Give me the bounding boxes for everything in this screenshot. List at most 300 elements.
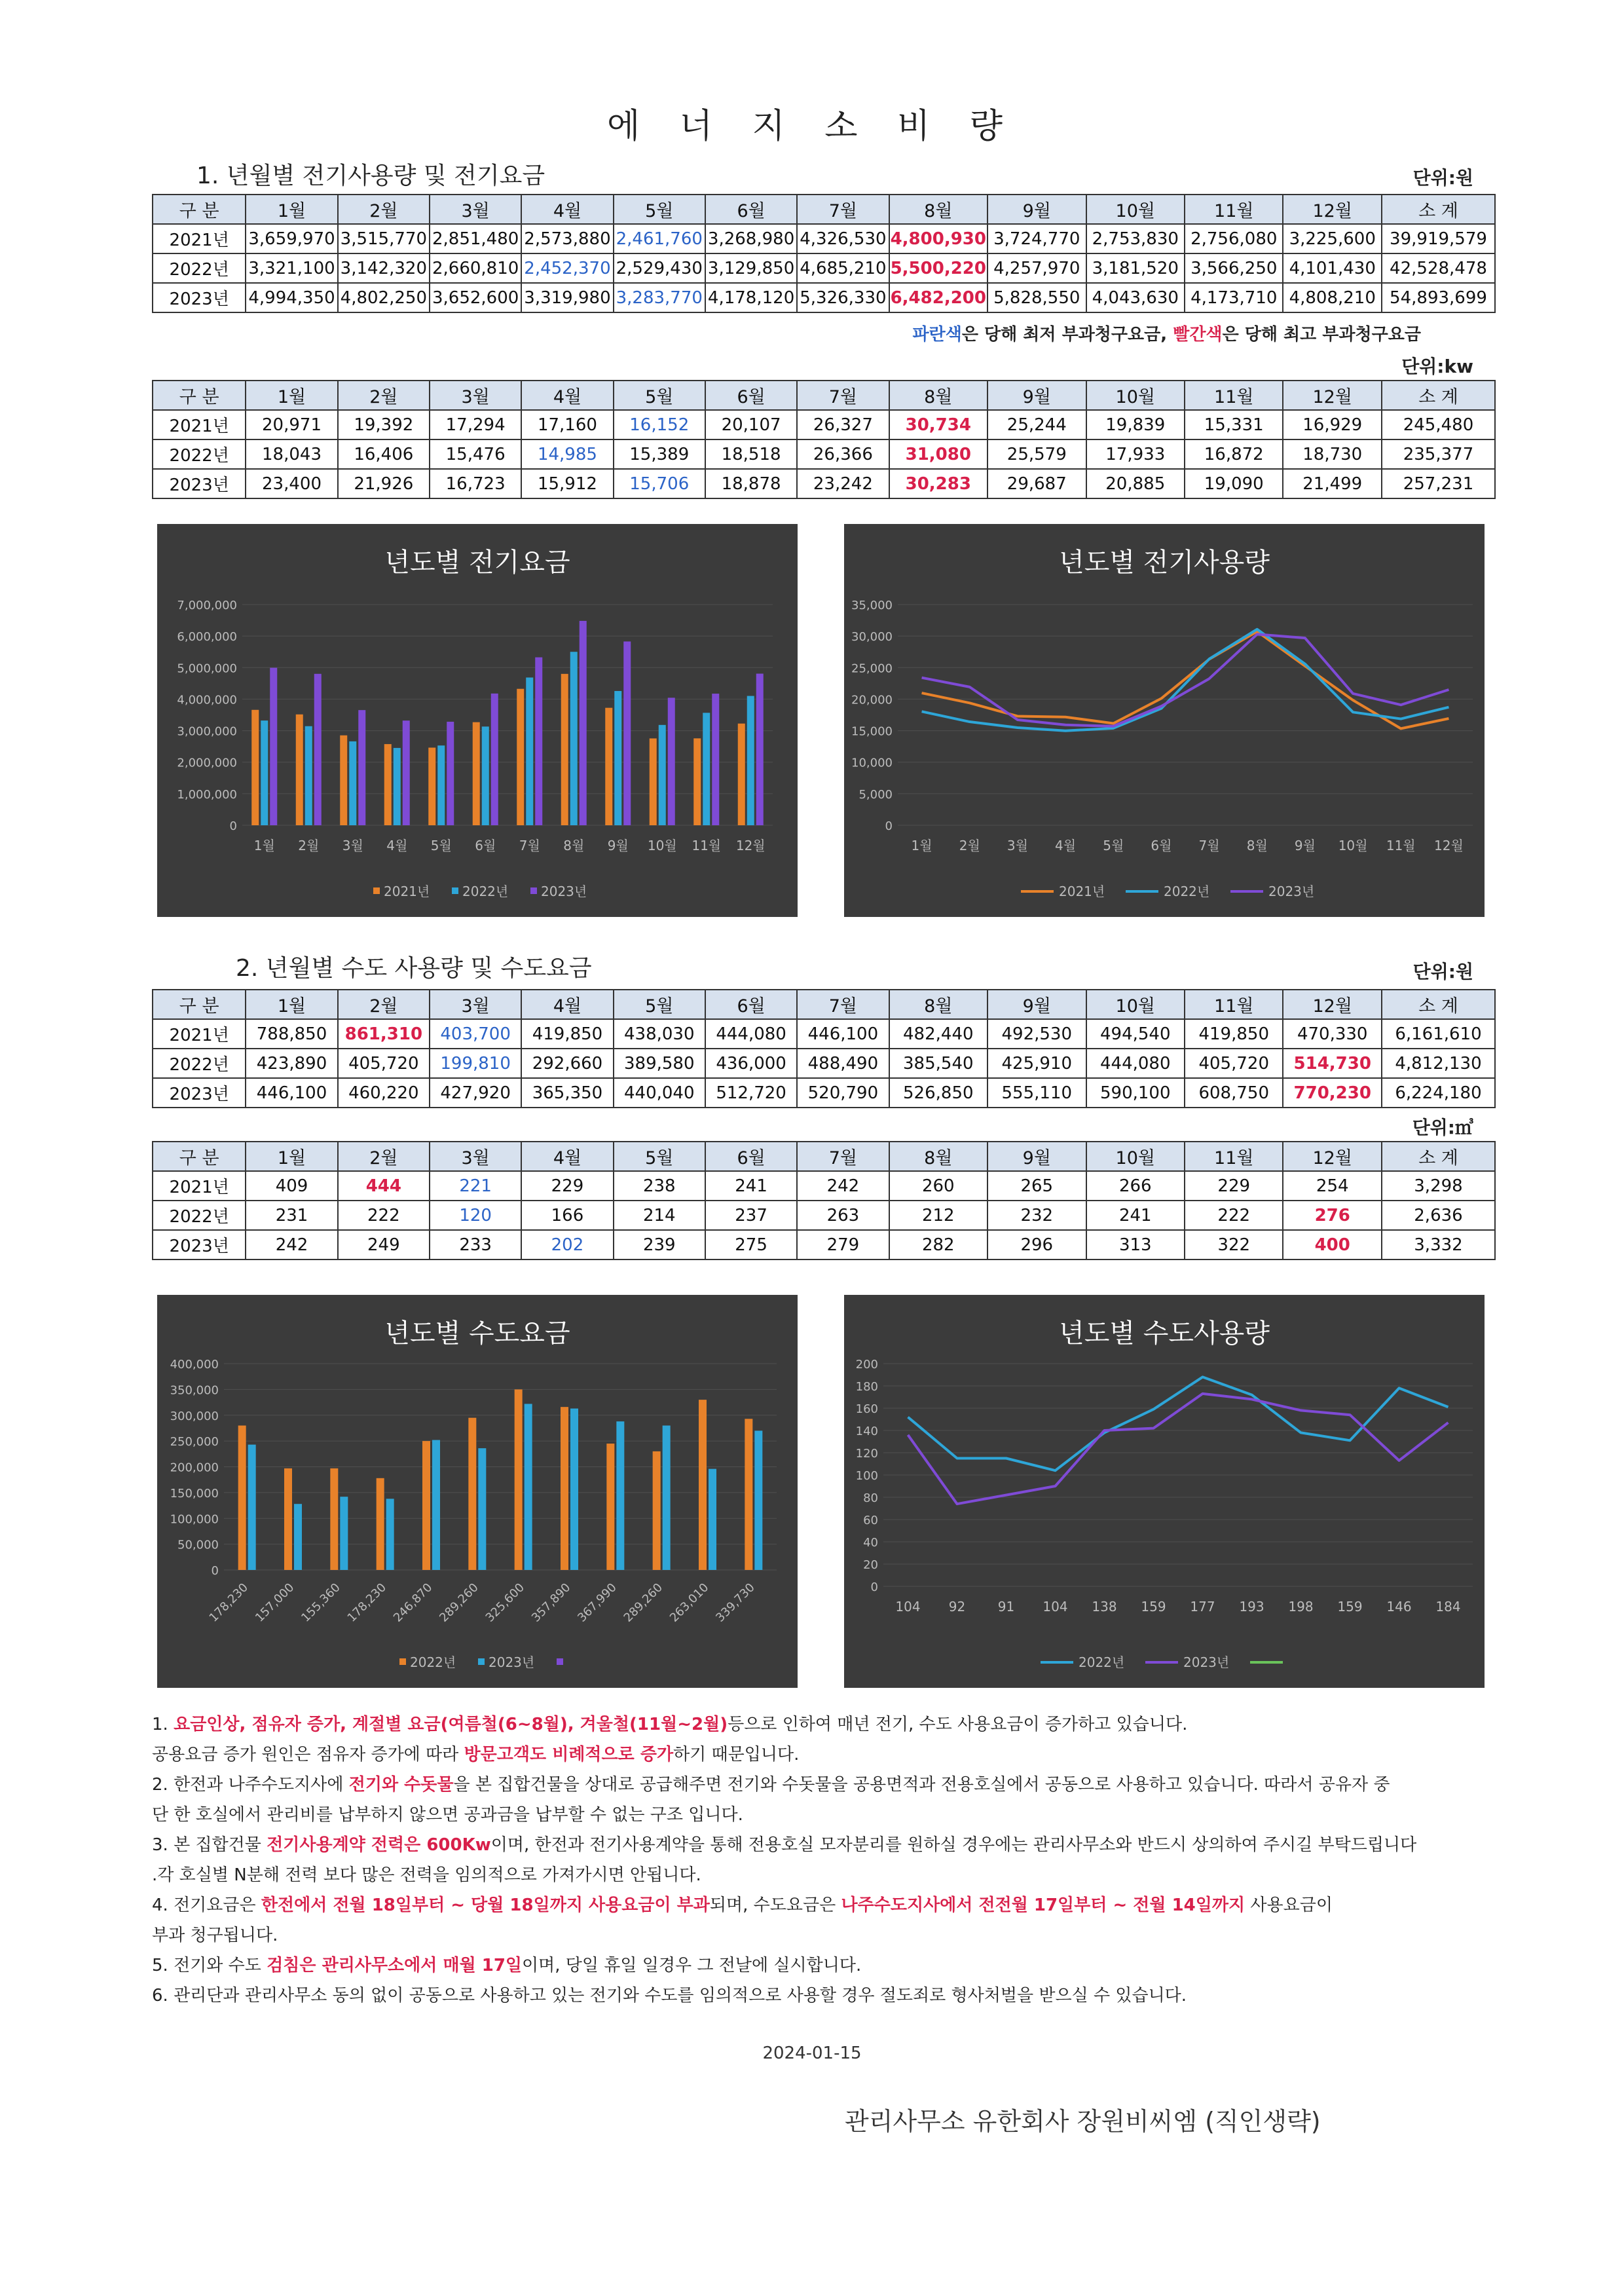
- table-cell: 17,160: [521, 410, 613, 439]
- table-cell: 245,480: [1382, 410, 1495, 439]
- x-tick-label: 157,000: [252, 1580, 297, 1625]
- water-usage-table: [152, 1141, 1496, 1260]
- header-cell: 소 계: [1382, 1142, 1495, 1171]
- table-cell: 275: [705, 1230, 797, 1259]
- table-cell: 221: [430, 1171, 521, 1201]
- table-cell: 788,850: [246, 1019, 337, 1049]
- x-tick-label: 159: [1337, 1599, 1363, 1614]
- header-cell: 6월: [705, 990, 797, 1019]
- y-tick-label: 20,000: [851, 693, 893, 707]
- y-tick-label: 200: [855, 1358, 878, 1371]
- table-cell: 2,461,760: [614, 224, 705, 253]
- row-label: 2023년: [153, 1230, 246, 1259]
- table-cell: 2,756,080: [1185, 224, 1283, 253]
- table-cell: 438,030: [614, 1019, 705, 1049]
- note-highlight: 검침은 관리사무소에서 매월 17일: [267, 1956, 523, 1975]
- table-cell: 241: [705, 1171, 797, 1201]
- header-cell: 11월: [1185, 381, 1283, 410]
- bar: [614, 691, 621, 825]
- chart-svg: [844, 524, 1485, 917]
- table-cell: 2,851,480: [430, 224, 521, 253]
- table-cell: 608,750: [1185, 1078, 1283, 1108]
- x-tick-label: 10월: [647, 838, 677, 853]
- y-tick-label: 100,000: [170, 1512, 219, 1527]
- water-usage-chart: [844, 1295, 1485, 1688]
- header-cell: 구 분: [153, 195, 246, 224]
- bar: [394, 748, 401, 825]
- x-tick-label: 4월: [1055, 838, 1077, 853]
- table-cell: 6,482,200: [889, 283, 987, 312]
- header-cell: 5월: [614, 1142, 705, 1171]
- y-tick-label: 150,000: [170, 1486, 219, 1501]
- table-cell: 19,392: [338, 410, 430, 439]
- table-cell: 3,321,100: [246, 253, 337, 283]
- table-cell: 16,406: [338, 439, 430, 469]
- bar: [515, 1389, 523, 1570]
- x-tick-label: 91: [997, 1599, 1015, 1614]
- chart-svg: [157, 524, 798, 917]
- bar: [623, 641, 631, 825]
- table-cell: 3,332: [1382, 1230, 1495, 1259]
- table-cell: 42,528,478: [1382, 253, 1495, 283]
- table-cell: 260: [889, 1171, 987, 1201]
- x-tick-label: 339,730: [713, 1580, 758, 1625]
- header-cell: 구 분: [153, 990, 246, 1019]
- table-cell: 20,885: [1086, 469, 1185, 498]
- row-label: 2022년: [153, 253, 246, 283]
- x-tick-label: 178,230: [344, 1580, 390, 1625]
- chart-title: 년도별 수도사용량: [1059, 1318, 1270, 1349]
- table-cell: 20,107: [705, 410, 797, 439]
- table-cell: 6,224,180: [1382, 1078, 1495, 1108]
- x-tick-label: 8월: [1246, 838, 1268, 853]
- x-tick-label: 7월: [519, 838, 540, 853]
- x-tick-label: 8월: [563, 838, 585, 853]
- table-cell: 15,331: [1185, 410, 1283, 439]
- legend-label: 2022년: [1164, 884, 1210, 899]
- table-cell: 231: [246, 1201, 337, 1230]
- header-cell: 5월: [614, 195, 705, 224]
- bar: [482, 726, 489, 825]
- table-row: [153, 439, 1495, 469]
- table-cell: 2,660,810: [430, 253, 521, 283]
- bar: [754, 1430, 762, 1570]
- table-row: [153, 1019, 1495, 1049]
- table-cell: 322: [1185, 1230, 1283, 1259]
- table-cell: 242: [246, 1230, 337, 1259]
- bar: [517, 689, 524, 825]
- table-cell: 266: [1086, 1171, 1185, 1201]
- bar: [491, 694, 498, 825]
- note-line: [152, 1920, 1501, 1950]
- table-cell: 4,257,970: [987, 253, 1086, 283]
- bar: [432, 1440, 440, 1570]
- row-label: 2022년: [153, 1049, 246, 1078]
- table-cell: 2,636: [1382, 1201, 1495, 1230]
- header-cell: 9월: [987, 195, 1086, 224]
- header-cell: 7월: [797, 990, 889, 1019]
- y-tick-label: 160: [855, 1402, 878, 1416]
- note-line: [152, 1950, 1501, 1981]
- legend-label: 2022년: [1079, 1654, 1125, 1670]
- header-cell: 2월: [338, 1142, 430, 1171]
- table-cell: 3,652,600: [430, 283, 521, 312]
- table-cell: 17,933: [1086, 439, 1185, 469]
- bar: [616, 1421, 624, 1570]
- x-tick-label: 2월: [298, 838, 320, 853]
- note-text: 공용요금 증가 원인은 점유자 증가에 따라: [152, 1745, 464, 1764]
- table-cell: 419,850: [1185, 1019, 1283, 1049]
- chart-title: 년도별 전기사용량: [1059, 548, 1270, 578]
- table-cell: 276: [1283, 1201, 1381, 1230]
- bar: [340, 736, 347, 825]
- table-cell: 4,178,120: [705, 283, 797, 312]
- bar: [330, 1468, 338, 1570]
- table-cell: 427,920: [430, 1078, 521, 1108]
- y-tick-label: 80: [863, 1491, 878, 1505]
- note-line: [152, 1890, 1501, 1920]
- table-cell: 313: [1086, 1230, 1185, 1259]
- table-row: [153, 1230, 1495, 1259]
- y-tick-label: 5,000,000: [177, 662, 237, 676]
- bar: [447, 722, 454, 825]
- row-label: 2023년: [153, 1078, 246, 1108]
- note-text: 6. 관리단과 관리사무소 동의 없이 공동으로 사용하고 있는 전기와 수도를 임의적으로 사용할 경우 절도죄로 형사처벌을 받으실 수 있습니다.: [152, 1986, 1187, 2006]
- table-cell: 202: [521, 1230, 613, 1259]
- y-tick-label: 0: [885, 819, 893, 833]
- table-cell: 423,890: [246, 1049, 337, 1078]
- x-tick-label: 104: [1043, 1599, 1068, 1614]
- x-tick-label: 92: [948, 1599, 966, 1614]
- note-text: 2. 한전과 나주수도지사에: [152, 1775, 349, 1795]
- table-cell: 249: [338, 1230, 430, 1259]
- table-cell: 232: [987, 1201, 1086, 1230]
- y-tick-label: 50,000: [177, 1538, 219, 1552]
- note-part1: 은 당해 최저 부과청구요금,: [961, 325, 1173, 345]
- x-tick-label: 4월: [386, 838, 408, 853]
- y-tick-label: 1,000,000: [177, 787, 237, 802]
- table-cell: 214: [614, 1201, 705, 1230]
- bar: [428, 747, 435, 825]
- bar: [478, 1448, 486, 1570]
- table-cell: 199,810: [430, 1049, 521, 1078]
- bar: [349, 741, 356, 825]
- bar: [709, 1469, 716, 1570]
- header-cell: 8월: [889, 381, 987, 410]
- table-cell: 239: [614, 1230, 705, 1259]
- x-tick-label: 155,360: [299, 1580, 343, 1625]
- table-row: [153, 469, 1495, 498]
- water-fee-chart: [157, 1295, 798, 1688]
- table-row: [153, 283, 1495, 312]
- table-cell: 18,518: [705, 439, 797, 469]
- table-cell: 15,389: [614, 439, 705, 469]
- bar: [238, 1426, 246, 1571]
- row-label: 2022년: [153, 439, 246, 469]
- note-line: [152, 1830, 1501, 1860]
- bar: [294, 1504, 302, 1570]
- header-cell: 8월: [889, 1142, 987, 1171]
- bar: [340, 1497, 348, 1570]
- table-cell: 470,330: [1283, 1019, 1381, 1049]
- x-tick-label: 159: [1141, 1599, 1166, 1614]
- notes-section: [152, 1709, 1501, 2011]
- table-cell: 4,685,210: [797, 253, 889, 283]
- header-cell: 소 계: [1382, 195, 1495, 224]
- table-cell: 590,100: [1086, 1078, 1185, 1108]
- legend-marker: [478, 1658, 485, 1665]
- issue-date: 2024-01-15: [762, 2043, 862, 2063]
- table-row: [153, 1078, 1495, 1108]
- legend-label: 2021년: [1059, 884, 1105, 899]
- table-cell: 265: [987, 1171, 1086, 1201]
- bar: [570, 652, 578, 825]
- header-cell: 6월: [705, 381, 797, 410]
- table-cell: 19,839: [1086, 410, 1185, 439]
- table-cell: 17,294: [430, 410, 521, 439]
- y-tick-label: 25,000: [851, 662, 893, 676]
- y-tick-label: 5,000: [858, 787, 893, 802]
- note-text: 4. 전기요금은: [152, 1895, 261, 1915]
- note-part2: 은 당해 최고 부과청구요금: [1222, 325, 1421, 345]
- bar: [605, 708, 612, 825]
- table-cell: 26,327: [797, 410, 889, 439]
- header-cell: 1월: [246, 1142, 337, 1171]
- note-text: 을 본 집합건물을 상대로 공급해주면 전기와 수돗물을 공용면적과 전용호실에서 공동으로 사용하고 있습니다. 따라서 공유자 중: [453, 1775, 1390, 1795]
- table-cell: 254: [1283, 1171, 1381, 1201]
- table-cell: 292,660: [521, 1049, 613, 1078]
- table-cell: 512,720: [705, 1078, 797, 1108]
- header-cell: 9월: [987, 1142, 1086, 1171]
- row-label: 2021년: [153, 410, 246, 439]
- header-cell: 2월: [338, 990, 430, 1019]
- legend-label: 2023년: [541, 884, 587, 899]
- bar: [468, 1418, 476, 1570]
- y-tick-label: 7,000,000: [177, 599, 237, 612]
- header-cell: 구 분: [153, 1142, 246, 1171]
- x-tick-label: 104: [895, 1599, 921, 1614]
- bar: [738, 724, 745, 825]
- note-blue-word: 파란색: [912, 325, 962, 345]
- table-cell: 237: [705, 1201, 797, 1230]
- header-cell: 구 분: [153, 381, 246, 410]
- table-cell: 238: [614, 1171, 705, 1201]
- legend-marker: [530, 887, 537, 894]
- note-line: [152, 1709, 1501, 1740]
- table-cell: 444,080: [705, 1019, 797, 1049]
- note-text: 이며, 한전과 전기사용계약을 통해 전용호실 모자분리를 원하실 경우에는 관리사무소와 반드시 상의하여 주시길 부탁드립니다: [490, 1835, 1417, 1855]
- legend-marker: [373, 887, 380, 894]
- table-cell: 16,872: [1185, 439, 1283, 469]
- legend-label: 2022년: [410, 1654, 456, 1670]
- x-tick-label: 10월: [1338, 838, 1368, 853]
- bar: [747, 696, 754, 825]
- table-cell: 389,580: [614, 1049, 705, 1078]
- x-tick-label: 12월: [735, 838, 766, 853]
- note-text: 단 한 호실에서 관리비를 납부하지 않으면 공과금을 납부할 수 없는 구조 입니다.: [152, 1805, 743, 1825]
- table-cell: 3,724,770: [987, 224, 1086, 253]
- table-cell: 488,490: [797, 1049, 889, 1078]
- water-usage-unit: 단위:㎥: [1412, 1117, 1473, 1138]
- table-cell: 15,476: [430, 439, 521, 469]
- row-label: 2021년: [153, 1019, 246, 1049]
- table-cell: 2,753,830: [1086, 224, 1185, 253]
- table-row: [153, 1201, 1495, 1230]
- note-line: [152, 1800, 1501, 1830]
- note-highlight: 나주수도지사에서 전전월 17일부터 ~ 전월 14일까지: [841, 1895, 1246, 1915]
- table-cell: 296: [987, 1230, 1086, 1259]
- y-tick-label: 250,000: [170, 1435, 219, 1449]
- table-cell: 29,687: [987, 469, 1086, 498]
- y-tick-label: 120: [855, 1447, 878, 1461]
- table-cell: 3,515,770: [338, 224, 430, 253]
- page-title: 에 너 지 소 비 량: [606, 107, 1018, 146]
- header-cell: 4월: [521, 1142, 613, 1171]
- chart-svg: [157, 1295, 798, 1688]
- table-cell: 120: [430, 1201, 521, 1230]
- header-cell: 1월: [246, 195, 337, 224]
- table-cell: 405,720: [1185, 1049, 1283, 1078]
- x-tick-label: 193: [1239, 1599, 1264, 1614]
- legend-marker: [452, 887, 458, 894]
- table-cell: 6,161,610: [1382, 1019, 1495, 1049]
- bar: [745, 1419, 752, 1570]
- y-tick-label: 4,000,000: [177, 693, 237, 707]
- y-tick-label: 60: [863, 1514, 878, 1527]
- x-tick-label: 7월: [1198, 838, 1220, 853]
- table-cell: 16,929: [1283, 410, 1381, 439]
- row-label: 2023년: [153, 283, 246, 312]
- legend-label: 2023년: [1268, 884, 1315, 899]
- note-line: [152, 1770, 1501, 1800]
- table-cell: 403,700: [430, 1019, 521, 1049]
- bar: [606, 1444, 614, 1570]
- table-cell: 425,910: [987, 1049, 1086, 1078]
- header-cell: 12월: [1283, 990, 1381, 1019]
- table-cell: 4,173,710: [1185, 283, 1283, 312]
- x-tick-label: 9월: [607, 838, 629, 853]
- table-cell: 229: [521, 1171, 613, 1201]
- bar: [653, 1451, 661, 1570]
- table-cell: 494,540: [1086, 1019, 1185, 1049]
- table-cell: 4,101,430: [1283, 253, 1381, 283]
- table-cell: 3,566,250: [1185, 253, 1283, 283]
- note-highlight: 한전에서 전월 18일부터 ~ 당월 18일까지 사용요금이 부과: [261, 1895, 710, 1915]
- legend-label: 2023년: [489, 1654, 535, 1670]
- table-cell: 31,080: [889, 439, 987, 469]
- elec-fee-chart: [157, 524, 798, 917]
- table-cell: 446,100: [246, 1078, 337, 1108]
- x-tick-label: 1월: [911, 838, 932, 853]
- header-cell: 5월: [614, 990, 705, 1019]
- y-tick-label: 180: [855, 1380, 878, 1394]
- bar: [535, 658, 542, 825]
- note-line: [152, 1860, 1501, 1890]
- table-cell: 20,971: [246, 410, 337, 439]
- x-tick-label: 246,870: [390, 1580, 435, 1625]
- y-tick-label: 0: [211, 1564, 219, 1578]
- x-tick-label: 138: [1092, 1599, 1117, 1614]
- header-cell: 3월: [430, 381, 521, 410]
- table-cell: 4,994,350: [246, 283, 337, 312]
- table-cell: 4,802,250: [338, 283, 430, 312]
- bar: [473, 722, 480, 825]
- bar: [561, 674, 568, 825]
- note-highlight: 전기사용계약 전력은 600Kw: [267, 1835, 491, 1855]
- y-tick-label: 10,000: [851, 756, 893, 770]
- header-cell: 4월: [521, 195, 613, 224]
- bar: [659, 725, 666, 825]
- header-cell: 7월: [797, 195, 889, 224]
- header-cell: 8월: [889, 990, 987, 1019]
- x-tick-label: 6월: [475, 838, 496, 853]
- header-cell: 5월: [614, 381, 705, 410]
- table-cell: 2,452,370: [521, 253, 613, 283]
- x-tick-label: 325,600: [483, 1580, 528, 1625]
- header-cell: 7월: [797, 1142, 889, 1171]
- bar: [261, 720, 268, 825]
- row-label: 2021년: [153, 224, 246, 253]
- table-cell: 2,529,430: [614, 253, 705, 283]
- note-text: .각 호실별 N분해 전력 보다 많은 전력을 임의적으로 가져가시면 안됩니다.: [152, 1865, 701, 1885]
- table-cell: 166: [521, 1201, 613, 1230]
- table-cell: 30,283: [889, 469, 987, 498]
- table-cell: 526,850: [889, 1078, 987, 1108]
- bar: [580, 621, 587, 825]
- table-cell: 436,000: [705, 1049, 797, 1078]
- table-cell: 3,181,520: [1086, 253, 1185, 283]
- bar: [712, 694, 719, 825]
- table-cell: 419,850: [521, 1019, 613, 1049]
- header-cell: 11월: [1185, 195, 1283, 224]
- elec-fee-unit: 단위:원: [1412, 167, 1473, 189]
- y-tick-label: 6,000,000: [177, 630, 237, 644]
- chart-title: 년도별 수도요금: [384, 1318, 570, 1349]
- x-tick-label: 178,230: [206, 1580, 251, 1625]
- table-cell: 18,878: [705, 469, 797, 498]
- header-cell: 10월: [1086, 195, 1185, 224]
- note-red-word: 빨간색: [1173, 325, 1223, 345]
- bar: [403, 720, 410, 825]
- header-cell: 11월: [1185, 990, 1283, 1019]
- bar: [437, 745, 445, 825]
- y-tick-label: 35,000: [851, 599, 893, 612]
- legend-label: 2021년: [384, 884, 430, 899]
- table-cell: 25,579: [987, 439, 1086, 469]
- table-cell: 3,142,320: [338, 253, 430, 283]
- header-cell: 6월: [705, 195, 797, 224]
- table-cell: 16,152: [614, 410, 705, 439]
- signature: 관리사무소 유한회사 장원비씨엠 (직인생략): [845, 2107, 1321, 2136]
- table-cell: 440,040: [614, 1078, 705, 1108]
- section2-title: 2. 년월별 수도 사용량 및 수도요금: [236, 955, 592, 982]
- bar: [693, 738, 701, 825]
- note-text: 이며, 당일 휴일 일경우 그 전날에 실시합니다.: [522, 1956, 862, 1975]
- header-cell: 소 계: [1382, 381, 1495, 410]
- header-cell: 1월: [246, 990, 337, 1019]
- chart-title: 년도별 전기요금: [384, 548, 570, 578]
- table-cell: 514,730: [1283, 1049, 1381, 1078]
- elec-color-note: [655, 321, 1421, 345]
- table-cell: 5,326,330: [797, 283, 889, 312]
- table-cell: 3,129,850: [705, 253, 797, 283]
- table-cell: 770,230: [1283, 1078, 1381, 1108]
- table-cell: 405,720: [338, 1049, 430, 1078]
- elec-usage-table: [152, 380, 1496, 499]
- table-cell: 21,499: [1283, 469, 1381, 498]
- table-cell: 444: [338, 1171, 430, 1201]
- note-highlight: 전기와 수돗물: [348, 1775, 454, 1795]
